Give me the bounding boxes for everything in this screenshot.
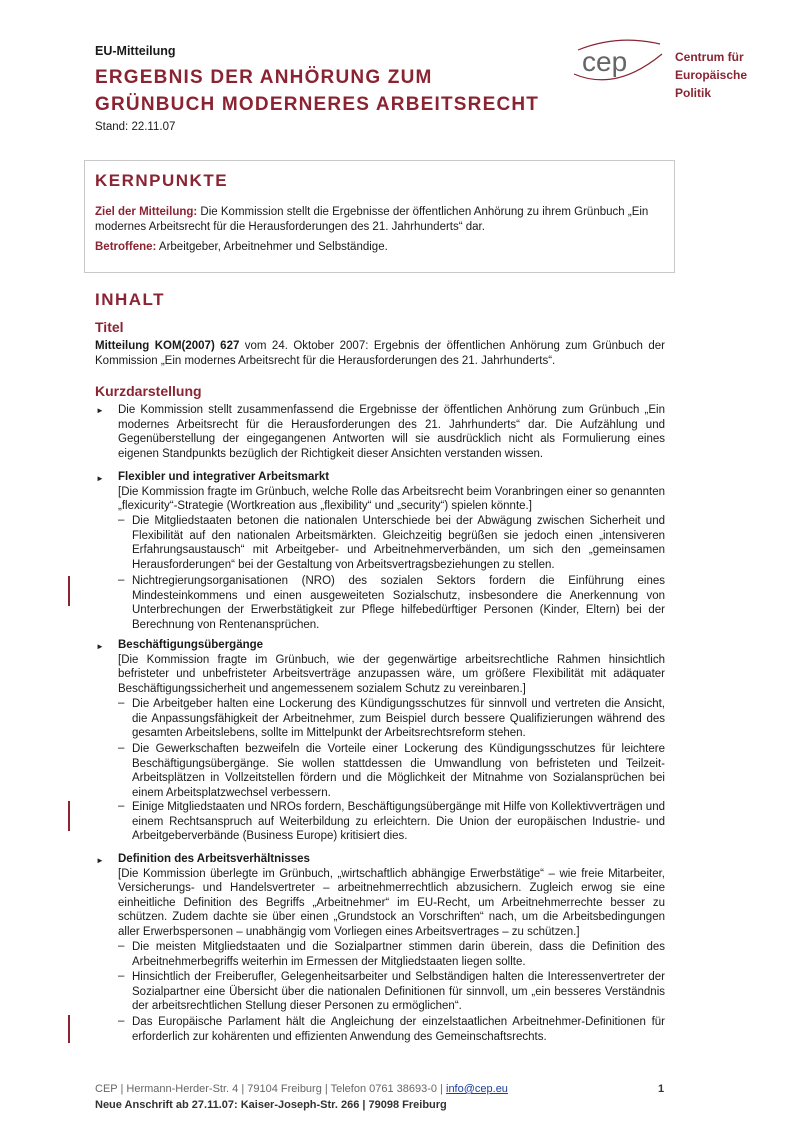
bullet-heading: Flexibler und integrativer Arbeitsmarkt: [118, 471, 330, 483]
document-date: Stand: 22.11.07: [95, 121, 176, 133]
titel-heading: Titel: [95, 319, 124, 335]
triangle-bullet-icon: ►: [96, 474, 104, 483]
dash-marker: –: [118, 574, 125, 586]
triangle-bullet-icon: ►: [96, 406, 104, 415]
dash-marker: –: [118, 514, 125, 526]
logo-text: cep: [582, 46, 628, 77]
ziel-label: Ziel der Mitteilung:: [95, 206, 198, 218]
kernpunkte-ziel: [95, 205, 667, 235]
kernpunkte-betroffene: [95, 240, 667, 255]
org-line-2: Europäische: [675, 68, 748, 82]
betroffene-label: Betroffene:: [95, 241, 157, 253]
footer-new-address: Neue Anschrift ab 27.11.07: Kaiser-Joseph-Str. 266 | 79098 Freiburg: [95, 1099, 447, 1111]
ziel-text: Die Kommission stellt die Ergebnisse der öffentlichen Anhörung zu ihrem Grünbuch „Ein modernes Arbeitsrecht für die Herausforderungen des 21. Jahrhunderts“ dar.: [95, 206, 649, 233]
bullet-context: [Die Kommission überlegte im Grünbuch, „wirtschaftlich abhängige Erwerbstätige“ – wie freie Mitarbeiter, Versicherungs- und Handelsvertreter – arbeitnehmerrechtlich abzusichern. Zugleich erwog sie eine einheitliche Definition des Begriffs „Arbeitnehmer“ im EU-Recht, um Arbeitnehmerrechte besser zu schützen. Zudem dachte sie über einen „Grundstock an Vorschriften“ nach, um die Arbeitsbedingungen aller Erwerbspersonen – unabhängig vom Vorliegen eines Arbeitsvertrages – zu schützen.]: [118, 867, 665, 938]
betroffene-text: Arbeitgeber, Arbeitnehmer und Selbständige.: [156, 241, 388, 253]
organization-name: [675, 48, 747, 102]
sub-item: Die Arbeitgeber halten eine Lockerung des Kündigungsschutzes für sinnvoll und vertreten die Ansicht, die Anpassungsfähigkeit der Arbeitnehmer, zum Beispiel durch bessere Qualifizierungen während des gesamten Arbeitslebens, sollte im Mittelpunkt der Arbeitsrechtsreform stehen.: [132, 698, 665, 739]
page-title: [95, 64, 539, 118]
bullet-context: [Die Kommission fragte im Grünbuch, welche Rolle das Arbeitsrecht beim Voranbringen einer so genannten „flexicurity“-Strategie (Wortkreation aus „flexibility“ und „security“) spielen könnte.]: [118, 485, 665, 512]
kurzdarstellung-heading: Kurzdarstellung: [95, 383, 202, 399]
kernpunkte-heading: KERNPUNKTE: [95, 171, 229, 190]
dash-marker: –: [118, 940, 125, 952]
dash-marker: –: [118, 742, 125, 754]
title-line-2: GRÜNBUCH MODERNERES ARBEITSRECHT: [95, 94, 540, 115]
page-number: 1: [658, 1083, 665, 1095]
sub-item: Einige Mitgliedstaaten und NROs fordern, Beschäftigungsübergänge mit Hilfe von Kollektivverträgen und einem Rechtsanspruch auf Weiterbildung zu erleichtern. Die Union der europäischen Industrie- und Arbeitgeberverbände (Business Europe) kritisiert dies.: [132, 801, 665, 842]
change-bar: [68, 801, 70, 831]
bullet-uebergaenge: [118, 638, 665, 696]
sub-item: Nichtregierungsorganisationen (NRO) des sozialen Sektors fordern die Einführung eines Mindesteinkommens und einen ausgeweiteten Sozialschutz, insbesondere die Anerkennung von Unterbrechungen der Erwerbstätigkeit zur Pflege hilfebedürftiger Personen (Kinder, Eltern) bei der Berechnung von Rentenansprüchen.: [132, 575, 665, 631]
bullet-intro: Die Kommission stellt zusammenfassend die Ergebnisse der öffentlichen Anhörung zum Grünbuch „Ein modernes Arbeitsrecht für die Herausforderungen des 21. Jahrhunderts“ dar. Die Aufzählung und Gegenüberstellung der eingegangenen Antworten will sie ausdrücklich nicht als Formulierung eines eigenen Standpunkts bezüglich der Richtigkeit dieser Ansichten verstanden wissen.: [118, 404, 665, 460]
dash-marker: –: [118, 697, 125, 709]
triangle-bullet-icon: ►: [96, 642, 104, 651]
change-bar: [68, 576, 70, 606]
dash-marker: –: [118, 1015, 125, 1027]
titel-text: vom 24. Oktober 2007: Ergebnis der öffentlichen Anhörung zum Grünbuch der Kommission „Ein modernes Arbeitsrecht für die Herausforderungen des 21. Jahrhunderts“.: [95, 340, 665, 367]
titel-bold: Mitteilung KOM(2007) 627: [95, 340, 240, 352]
org-line-1: Centrum für: [675, 50, 744, 64]
footer-address: [95, 1083, 508, 1095]
titel-paragraph: [95, 339, 665, 368]
triangle-bullet-icon: ►: [96, 856, 104, 865]
title-line-1: ERGEBNIS DER ANHÖRUNG ZUM: [95, 67, 433, 88]
bullet-definition: [118, 852, 665, 939]
email-link[interactable]: info@cep.eu: [446, 1083, 508, 1095]
document-kicker: EU-Mitteilung: [95, 44, 176, 58]
dash-marker: –: [118, 970, 125, 982]
cep-logo-icon: [568, 36, 668, 86]
sub-item: Hinsichtlich der Freiberufler, Gelegenheitsarbeiter und Selbständigen halten die Interessenvertreter der Sozialpartner eine Übersicht über die nationalen Definitionen für sinnvoll, um „ein besseres Verständnis der arbeitsrechtlichen Stellung dieser Personen zu ermöglichen“.: [132, 971, 665, 1012]
bullet-heading: Beschäftigungsübergänge: [118, 639, 264, 651]
sub-item: Die Gewerkschaften bezweifeln die Vorteile einer Lockerung des Kündigungsschutzes für leichtere Beschäftigungsübergänge. Sie wollen stattdessen die Umwandlung von befristeten und Teilzeit-Arbeitsplätzen in Vollzeitstellen fördern und die Möglichkeit der Mitnahme von Sozialansprüchen bei einem Arbeitsplatzwechsel verbessern.: [132, 743, 665, 799]
bullet-arbeitsmarkt: [118, 470, 665, 514]
dash-marker: –: [118, 800, 125, 812]
inhalt-heading: INHALT: [95, 290, 166, 309]
sub-item: Das Europäische Parlament hält die Angleichung der einzelstaatlichen Arbeitnehmer-Definitionen für erforderlich zur kohärenten und effizienten Anwendung des Gemeinschaftsrechts.: [132, 1016, 665, 1043]
bullet-heading: Definition des Arbeitsverhältnisses: [118, 853, 310, 865]
bullet-context: [Die Kommission fragte im Grünbuch, wie der gegenwärtige arbeitsrechtliche Rahmen hinsichtlich befristeter und unbefristeter Arbeitsverträge anzupassen wäre, um größere Flexibilität mit adäquater Beschäftigungssicherheit und angemessenem sozialem Schutz zu vereinbaren.]: [118, 653, 665, 695]
footer-address-text: CEP | Hermann-Herder-Str. 4 | 79104 Freiburg | Telefon 0761 38693-0 |: [95, 1083, 446, 1095]
sub-item: Die Mitgliedstaaten betonen die nationalen Unterschiede bei der Abwägung zwischen Sicherheit und Flexibilität auf den nationalen Arbeitsmärkten. Gleichzeitig begrüßen sie jedoch einen „intensiveren Erfahrungsaustausch“ mit Arbeitgeber- und Arbeitnehmerverbänden, um sich den „gemeinsamen Herausforderungen“ bei der Gestaltung von Arbeitsvertragsbeziehungen zu stellen.: [132, 515, 665, 571]
org-line-3: Politik: [675, 86, 712, 100]
change-bar: [68, 1015, 70, 1043]
sub-item: Die meisten Mitgliedstaaten und die Sozialpartner stimmen darin überein, dass die Definition des Arbeitnehmerbegriffs weiterhin im Ermessen der Mitgliedstaaten liegen sollte.: [132, 941, 665, 968]
